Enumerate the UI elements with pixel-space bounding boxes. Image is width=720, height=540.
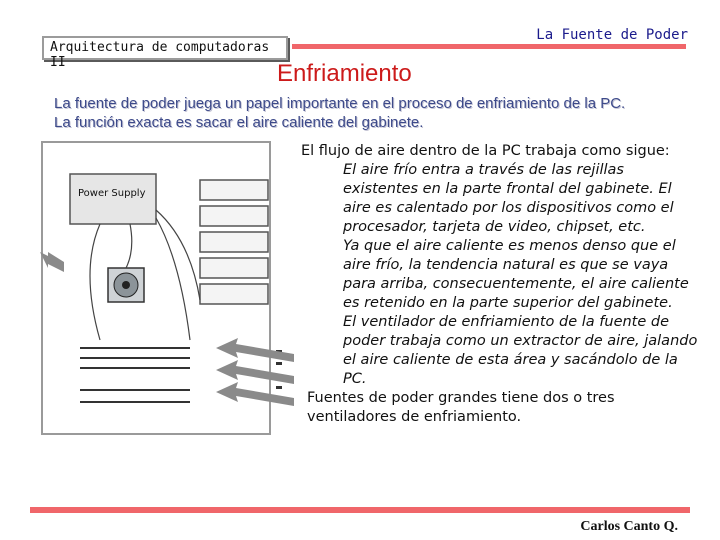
intro-line-2: La función exacta es sacar el aire caliente del gabinete.	[54, 114, 424, 131]
airflow-point-1: El aire frío entra a través de las rejillas existentes en la parte frontal del gabinete. El aire es calentado por los dispositivos como el procesador, tarjeta de video, chipset, etc.	[343, 162, 674, 235]
header-rule	[292, 44, 686, 49]
footer-rule	[30, 507, 690, 513]
pc-airflow-diagram	[40, 140, 302, 440]
airflow-lead: El flujo de aire dentro de la PC trabaja como sigue:	[301, 143, 670, 159]
author-name: Carlos Canto Q.	[580, 519, 678, 534]
power-supply-unit	[70, 174, 156, 224]
airflow-point-2: Ya que el aire caliente es menos denso que el aire frío, la tendencia natural es que se vaya para arriba, consecuentemente, el aire caliente es retenido en la parte superior del gabinete.	[343, 238, 689, 311]
intro-line-1: La fuente de poder juega un papel importante en el proceso de enfriamiento de la PC.	[54, 95, 626, 112]
airflow-closing: Fuentes de poder grandes tiene dos o tres ventiladores de enfriamiento.	[307, 390, 615, 425]
course-title-box	[42, 36, 288, 70]
slide-title: Enfriamiento	[277, 60, 412, 87]
psu-label: Power Supply	[78, 188, 146, 199]
intro-paragraph	[54, 94, 684, 132]
topic-title: La Fuente de Poder	[536, 27, 688, 43]
drive-bays	[200, 180, 268, 304]
course-title: Arquitectura de computadoras II	[50, 40, 270, 70]
airflow-point-3: El ventilador de enfriamiento de la fuente de poder trabaja como un extractor de aire, jalando el aire caliente de esta área y sacándolo de la PC.	[343, 314, 698, 387]
airflow-explanation	[301, 142, 701, 427]
